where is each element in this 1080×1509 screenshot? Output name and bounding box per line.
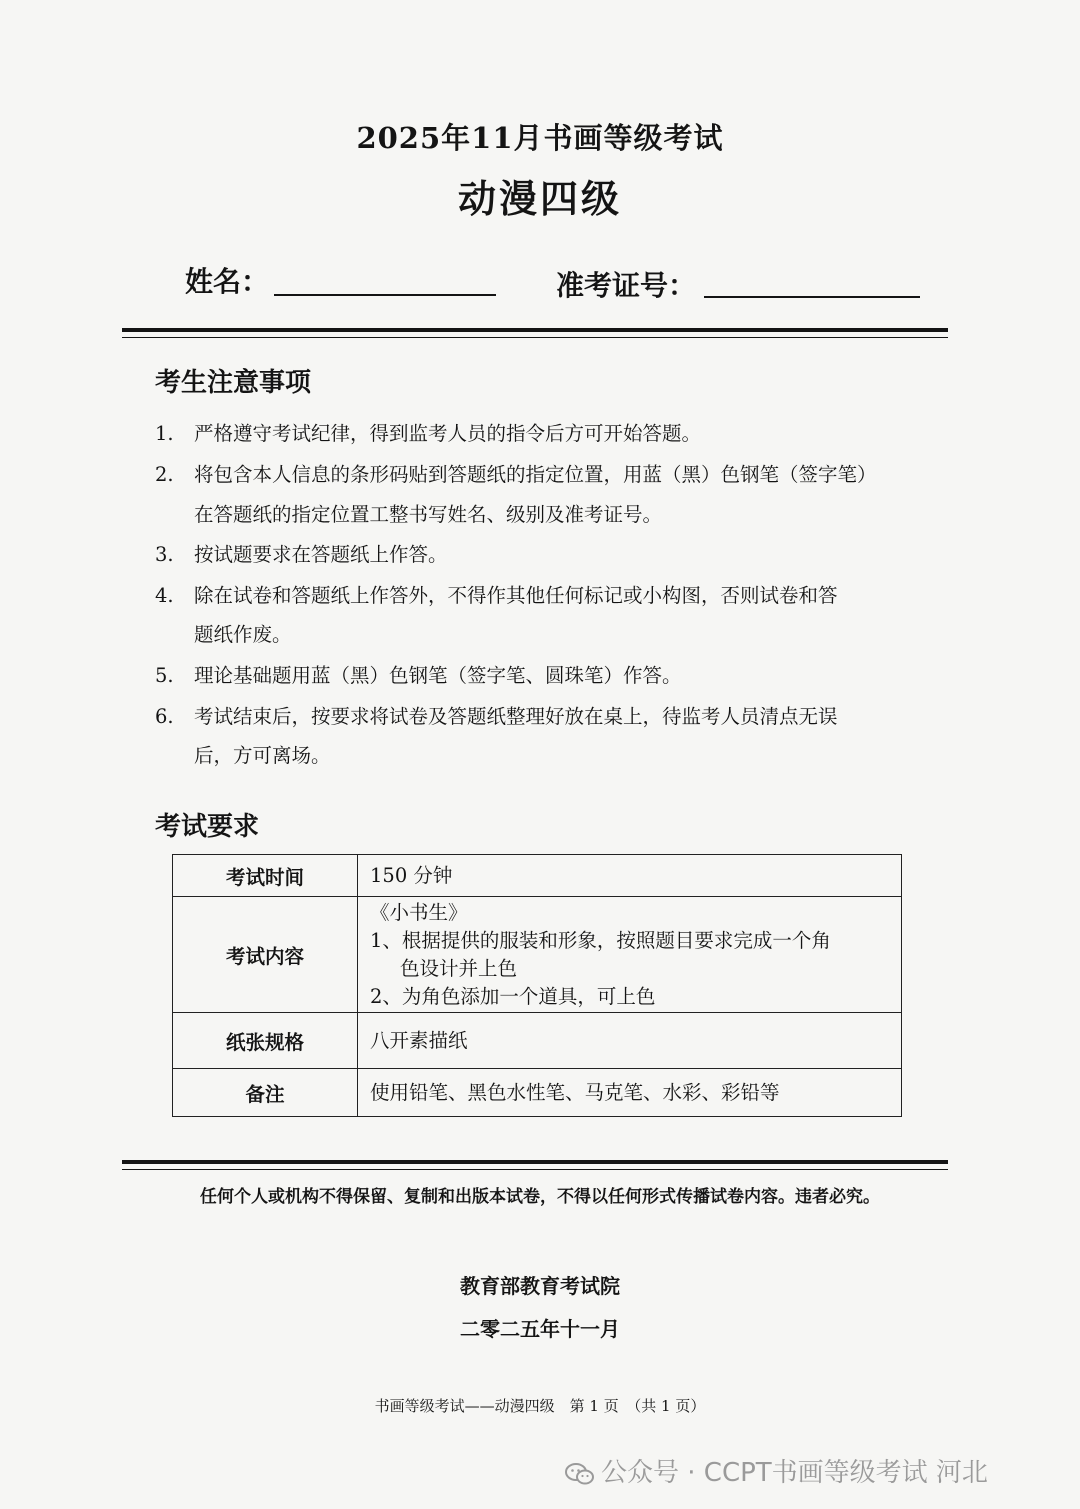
bottom-divider-thin xyxy=(122,1169,948,1170)
notice-number: 6. xyxy=(155,705,174,728)
req-value: 使用铅笔、黑色水性笔、马克笔、水彩、彩铅等 xyxy=(358,1069,902,1117)
notices-heading: 考生注意事项 xyxy=(155,368,312,398)
name-label: 姓名： xyxy=(185,265,270,298)
page-footer: 书画等级考试——动漫四级 第 1 页 （共 1 页） xyxy=(374,1397,706,1415)
notice-text: 按试题要求在答题纸上作答。 xyxy=(194,543,448,566)
req-key: 考试内容 xyxy=(173,897,358,1013)
top-divider-thin xyxy=(122,337,948,338)
notice-text: 将包含本人信息的条形码贴到答题纸的指定位置，用蓝（黑）色钢笔（签字笔） xyxy=(194,463,877,486)
req-value xyxy=(358,897,902,1013)
content-item-2: 2、为角色添加一个道具，可上色 xyxy=(370,984,656,1008)
notice-number: 3. xyxy=(155,543,174,566)
table-row xyxy=(173,897,902,1013)
exam-id-blank-line xyxy=(704,296,920,298)
notice-text: 在答题纸的指定位置工整书写姓名、级别及准考证号。 xyxy=(194,503,663,526)
issue-date: 二零二五年十一月 xyxy=(460,1317,620,1341)
notice-number: 4. xyxy=(155,584,174,607)
exam-level: 动漫四级 xyxy=(457,176,622,221)
table-row xyxy=(173,1013,902,1069)
copyright-warning: 任何个人或机构不得保留、复制和出版本试卷，不得以任何形式传播试卷内容。违者必究。 xyxy=(200,1187,880,1207)
notice-number: 2. xyxy=(155,463,174,486)
top-divider-thick xyxy=(122,328,948,332)
notice-text: 题纸作废。 xyxy=(194,623,292,646)
table-row xyxy=(173,855,902,897)
req-key: 考试时间 xyxy=(173,855,358,897)
exam-id-label: 准考证号： xyxy=(556,269,697,302)
req-value: 150 分钟 xyxy=(358,855,902,897)
name-blank-line xyxy=(274,294,496,296)
bottom-divider-thick xyxy=(122,1160,948,1164)
watermark-text: 公众号 · CCPT书画等级考试 河北 xyxy=(601,1458,988,1488)
notice-text: 后，方可离场。 xyxy=(194,744,331,767)
requirements-heading: 考试要求 xyxy=(155,812,260,842)
content-item-1: 1、根据提供的服装和形象，按照题目要求完成一个角 xyxy=(370,928,831,952)
notice-text: 考试结束后，按要求将试卷及答题纸整理好放在桌上，待监考人员清点无误 xyxy=(194,705,838,728)
notice-number: 1. xyxy=(155,422,174,445)
issuer: 教育部教育考试院 xyxy=(460,1274,620,1298)
notice-text: 理论基础题用蓝（黑）色钢笔（签字笔、圆珠笔）作答。 xyxy=(194,664,682,687)
table-row xyxy=(173,1069,902,1117)
content-item-1-cont: 色设计并上色 xyxy=(400,956,518,980)
req-key: 纸张规格 xyxy=(173,1013,358,1069)
watermark xyxy=(565,1452,988,1489)
content-title: 《小书生》 xyxy=(370,900,468,924)
exam-title: 2025年11月书画等级考试 xyxy=(356,121,724,155)
notice-number: 5. xyxy=(155,664,174,687)
requirements-table xyxy=(172,854,902,1117)
wechat-icon xyxy=(565,1462,595,1486)
req-key: 备注 xyxy=(173,1069,358,1117)
notice-text: 除在试卷和答题纸上作答外，不得作其他任何标记或小构图，否则试卷和答 xyxy=(194,584,838,607)
req-value: 八开素描纸 xyxy=(358,1013,902,1069)
notice-text: 严格遵守考试纪律，得到监考人员的指令后方可开始答题。 xyxy=(194,422,702,445)
